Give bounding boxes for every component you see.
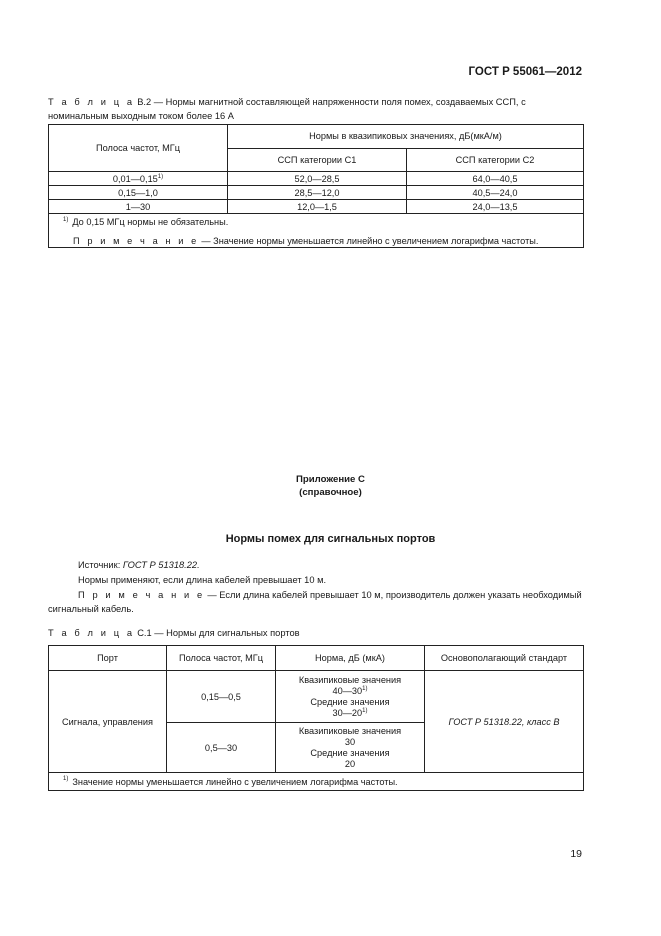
- c2-cell: 40,5—24,0: [407, 186, 584, 200]
- c1-cell: 52,0—28,5: [228, 172, 407, 186]
- freq-cell: 1—30: [49, 200, 228, 214]
- appendix-note: П р и м е ч а н и е — Если длина кабелей превышает 10 м, производитель должен указать необходимый сигнальный кабель.: [48, 590, 582, 614]
- table-row: [49, 172, 584, 186]
- col-header-c1: ССП категории С1: [228, 148, 407, 172]
- page-number: 19: [570, 848, 582, 860]
- col-header-norm: Норма, дБ (мкА): [276, 646, 425, 671]
- document-header: ГОСТ Р 55061—2012: [468, 66, 582, 78]
- appendix-heading: Нормы помех для сигнальных портов: [225, 533, 436, 545]
- table-row: [49, 671, 584, 723]
- c2-cell: 24,0—13,5: [407, 200, 584, 214]
- table-c1-footnote: $^{1)}$ Значение нормы уменьшается линейно с увеличением логарифма частоты.: [49, 773, 584, 791]
- std-cell: ГОСТ Р 51318.22, класс В: [425, 671, 584, 773]
- freq-cell: 0,01—0,15$^{1)}$: [49, 172, 228, 186]
- col-header-port: Порт: [49, 646, 167, 671]
- c1-cell: 28,5—12,0: [228, 186, 407, 200]
- col-header-norms: Нормы в квазипиковых значениях, дБ(мкА/м): [228, 125, 584, 149]
- caption-text: В.2 — Нормы магнитной составляющей напряженности поля помех, создаваемых ССП, с номинальным выходным током более 16 А: [48, 97, 526, 121]
- freq-cell: 0,5—30: [167, 723, 276, 773]
- col-header-freq: Полоса частот, МГц: [49, 125, 228, 172]
- table-c1: [48, 645, 584, 791]
- col-header-freq: Полоса частот, МГц: [167, 646, 276, 671]
- note: П р и м е ч а н и е — Значение нормы уменьшается линейно с увеличением логарифма частоты.: [73, 236, 539, 246]
- c2-cell: 64,0—40,5: [407, 172, 584, 186]
- norm-cell: Квазипиковые значения 30 Средние значения 20: [276, 723, 425, 773]
- freq-cell: 0,15—1,0: [49, 186, 228, 200]
- table-b2-notes: [49, 214, 584, 248]
- caption-label: Т а б л и ц а: [48, 97, 135, 107]
- norm-cell: Квазипиковые значения 40—30$^{1)}$ Средние значения 30—20$^{1)}$: [276, 671, 425, 723]
- table-row: [49, 186, 584, 200]
- c1-cell: 12,0—1,5: [228, 200, 407, 214]
- col-header-std: Основополагающий стандарт: [425, 646, 584, 671]
- source-line: Источник: ГОСТ Р 51318.22.: [78, 560, 200, 570]
- col-header-c2: ССП категории С2: [407, 148, 584, 172]
- appendix-subtitle: (справочное): [299, 487, 362, 498]
- appendix-title: Приложение С: [296, 474, 365, 485]
- table-b2-caption: [48, 95, 586, 123]
- applies-line: Нормы применяют, если длина кабелей превышает 10 м.: [78, 575, 327, 585]
- table-c1-caption: Т а б л и ц а С.1 — Нормы для сигнальных портов: [48, 628, 300, 638]
- table-b2: [48, 124, 584, 248]
- freq-cell: 0,15—0,5: [167, 671, 276, 723]
- port-cell: Сигнала, управления: [49, 671, 167, 773]
- footnote: $^{1)}$ До 0,15 МГц нормы не обязательны.: [63, 216, 229, 227]
- table-row: [49, 200, 584, 214]
